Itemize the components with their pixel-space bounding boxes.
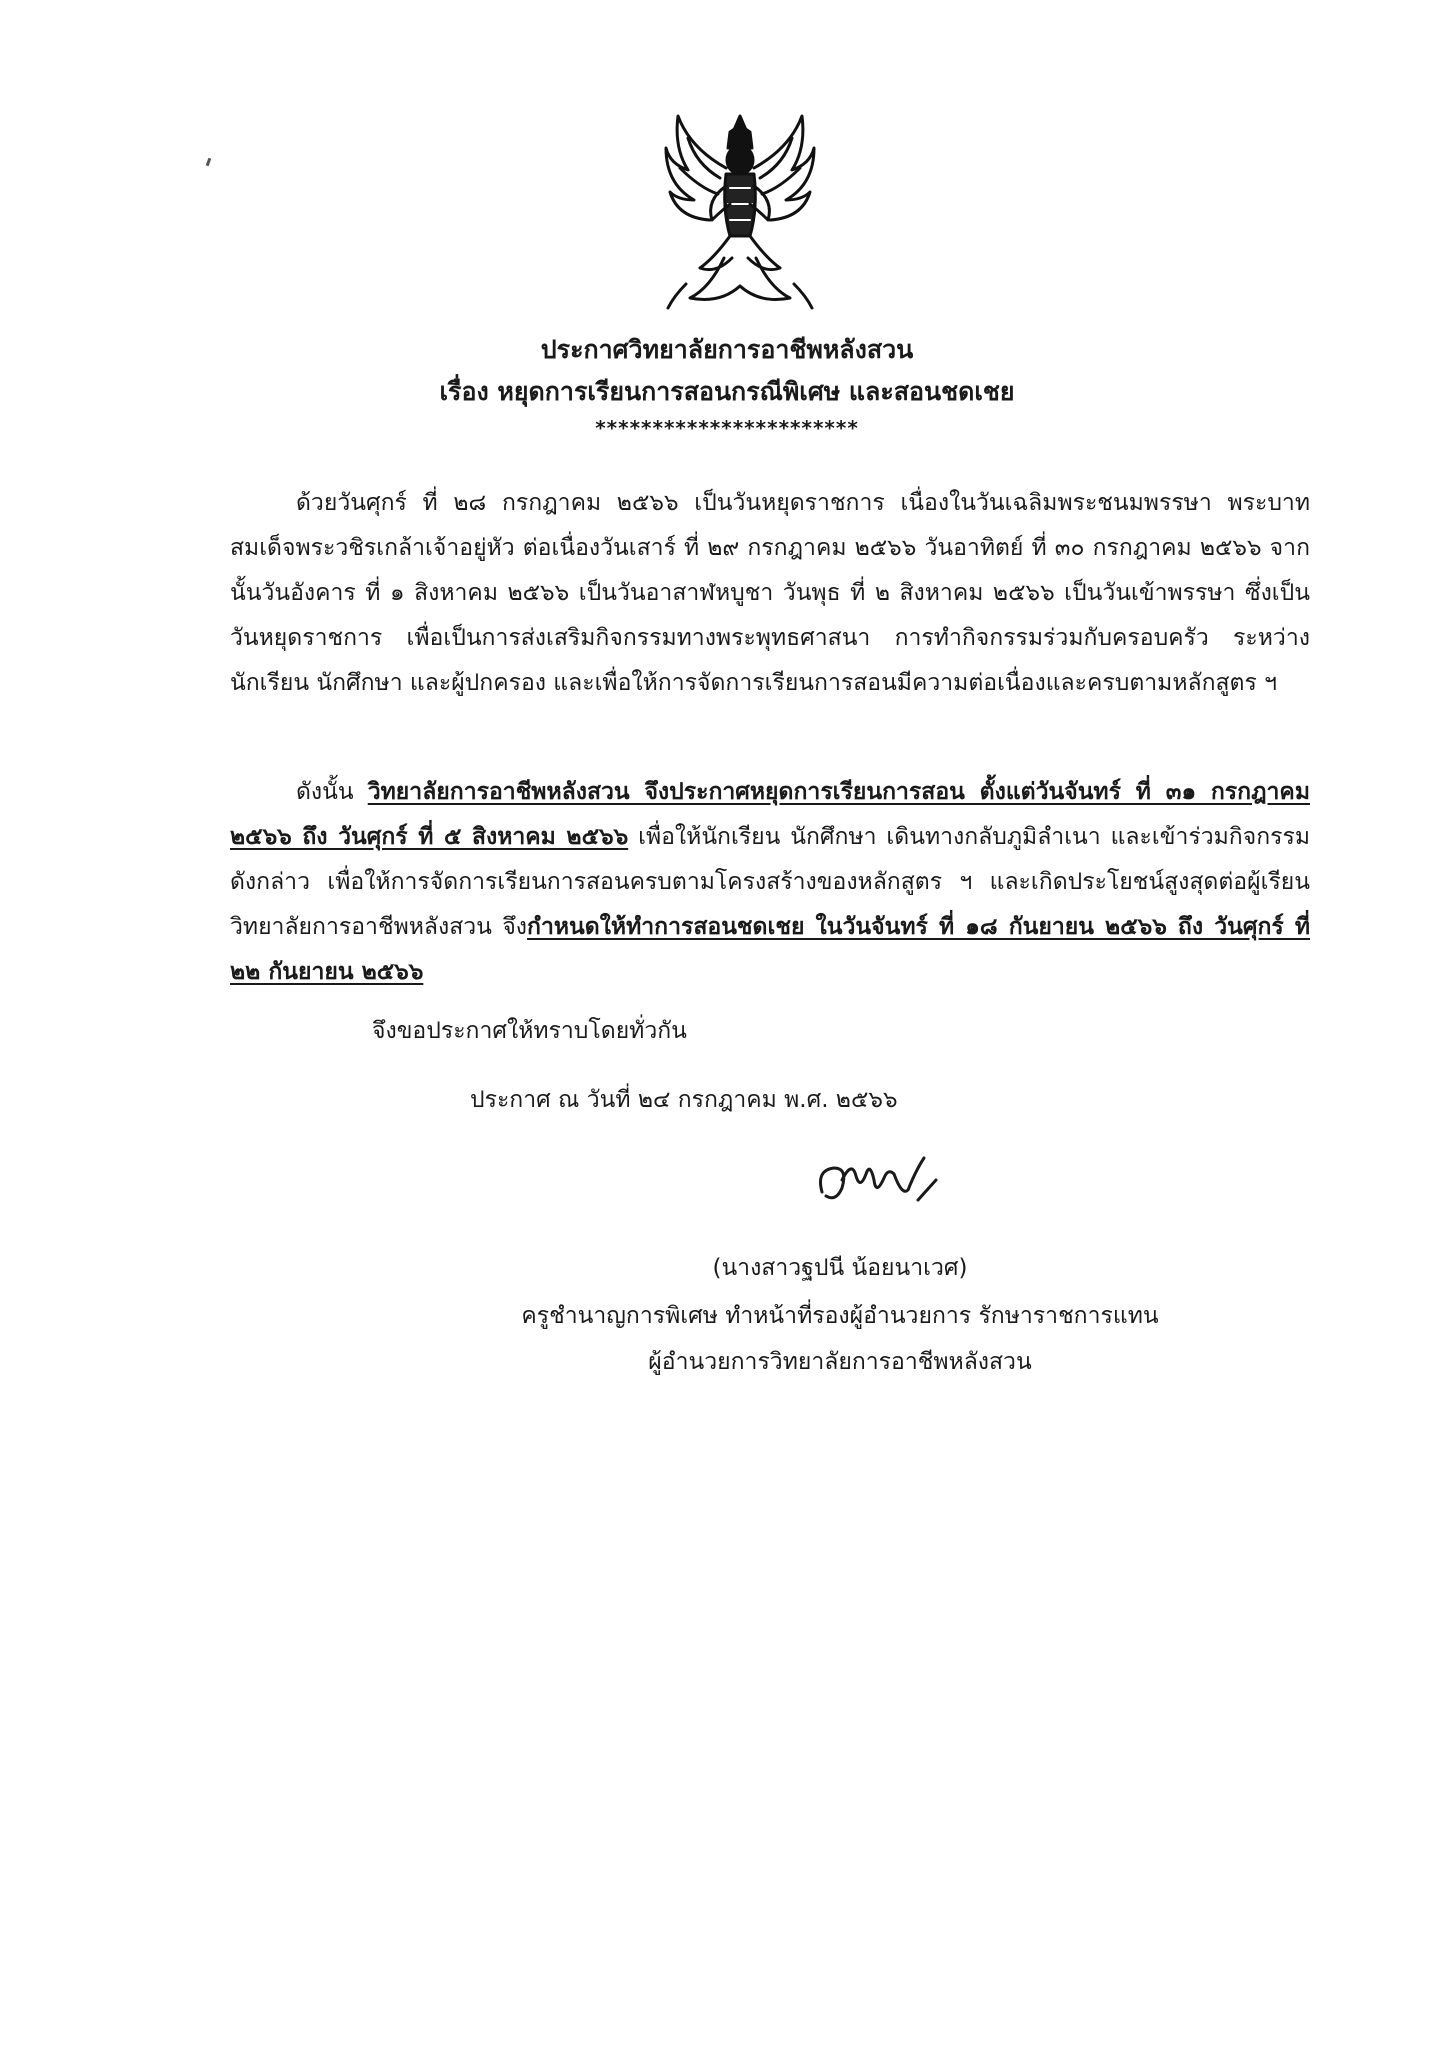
closing-statement: จึงขอประกาศให้ทราบโดยทั่วกัน bbox=[372, 1018, 687, 1044]
announcement-subject: เรื่อง หยุดการเรียนการสอนกรณีพิเศษ และสอนชดเชย bbox=[439, 377, 1015, 406]
signatory-position: ครูชำนาญการพิเศษ ทำหน้าที่รองผู้อำนวยการ รักษาราชการแทน bbox=[521, 1303, 1159, 1329]
announcement-title: ประกาศวิทยาลัยการอาชีพหลังสวน bbox=[540, 335, 914, 364]
paragraph-2-middle: เพื่อให้นักเรียน นักศึกษา เดินทางกลับภูมิลำเนา และเข้าร่วมกิจกรรมดังกล่าว เพื่อให้การจัดการเรียนการสอนครบตามโครงสร้างของหลักสูตร ฯ และเกิดประโยชน์สูงสุดต่อผู้เรียน วิทยาลัยการอาชีพหลังสวน จึง bbox=[230, 824, 1310, 940]
title-separator: *********************** bbox=[595, 416, 859, 440]
paragraph-2 bbox=[230, 770, 1310, 995]
garuda-emblem-icon bbox=[660, 108, 820, 318]
signatory-role: ผู้อำนวยการวิทยาลัยการอาชีพหลังสวน bbox=[648, 1349, 1032, 1375]
signatory-name: (นางสาวฐปนี น้อยนาเวศ) bbox=[712, 1255, 968, 1281]
announcement-date: ประกาศ ณ วันที่ ๒๔ กรกฎาคม พ.ศ. ๒๕๖๖ bbox=[470, 1087, 898, 1113]
handwritten-signature bbox=[812, 1140, 942, 1220]
closure-period-emphasis: วิทยาลัยการอาชีพหลังสวน จึงประกาศหยุดการเรียนการสอน ตั้งแต่วันจันทร์ ที่ ๓๑ กรกฎาคม ๒๕๖๖ ถึง วันศุกร์ ที่ ๕ สิงหาคม ๒๕๖๖ bbox=[230, 779, 1310, 850]
paragraph-1 bbox=[230, 481, 1310, 706]
scan-speck bbox=[206, 158, 212, 167]
paragraph-2-lead: ดังนั้น bbox=[296, 779, 368, 805]
makeup-period-emphasis: กำหนดให้ทำการสอนชดเชย ในวันจันทร์ ที่ ๑๘ กันยายน ๒๕๖๖ ถึง วันศุกร์ ที่ ๒๒ กันยายน ๒๕๖๖ bbox=[230, 914, 1310, 985]
paragraph-1-text: ด้วยวันศุกร์ ที่ ๒๘ กรกฎาคม ๒๕๖๖ เป็นวันหยุดราชการ เนื่องในวันเฉลิมพระชนมพรรษา พระบาทสมเด็จพระวชิรเกล้าเจ้าอยู่หัว ต่อเนื่องวันเสาร์ ที่ ๒๙ กรกฎาคม ๒๕๖๖ วันอาทิตย์ ที่ ๓๐ กรกฎาคม ๒๕๖๖ จากนั้นวันอังคาร ที่ ๑ สิงหาคม ๒๕๖๖ เป็นวันอาสาฬหบูชา วันพุธ ที่ ๒ สิงหาคม ๒๕๖๖ เป็นวันเข้าพรรษา ซึ่งเป็นวันหยุดราชการ เพื่อเป็นการส่งเสริมกิจกรรมทางพระพุทธศาสนา การทำกิจกรรมร่วมกับครอบครัว ระหว่างนักเรียน นักศึกษา และผู้ปกครอง และเพื่อให้การจัดการเรียนการสอนมีความต่อเนื่องและครบตามหลักสูตร ฯ bbox=[230, 490, 1310, 696]
